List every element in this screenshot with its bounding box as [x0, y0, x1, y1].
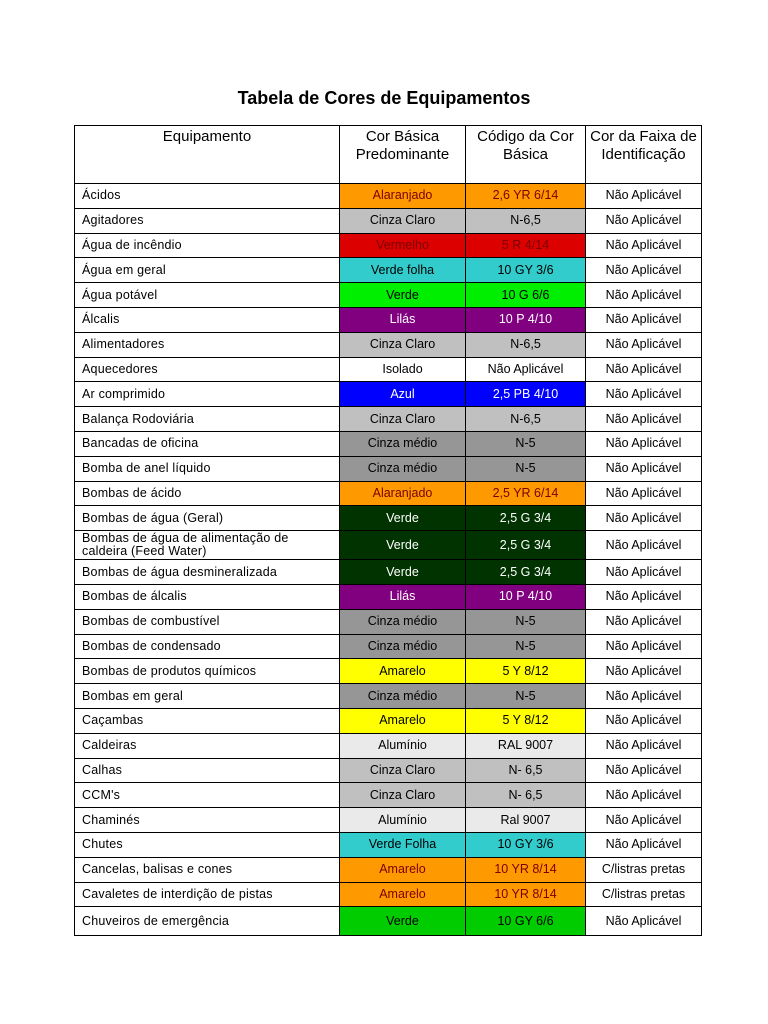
table-row: [75, 307, 702, 332]
stripe-color-cell: Não Aplicável: [586, 808, 702, 833]
equipment-name-cell: Bombas de água (Geral): [75, 506, 340, 531]
equipment-name-cell: Bombas de ácido: [75, 481, 340, 506]
equipment-name-cell: Bombas de água desmineralizada: [75, 560, 340, 585]
basic-color-cell: Verde: [340, 531, 466, 560]
basic-color-cell: Isolado: [340, 357, 466, 382]
table-row: [75, 733, 702, 758]
color-code-cell: 10 GY 3/6: [466, 258, 586, 283]
table-row: [75, 684, 702, 709]
basic-color-cell: Vermelho: [340, 233, 466, 258]
table-row: [75, 832, 702, 857]
table-row: [75, 357, 702, 382]
stripe-color-cell: Não Aplicável: [586, 382, 702, 407]
header-codigo-cor: Código da Cor Básica: [466, 126, 586, 184]
table-row: [75, 184, 702, 209]
stripe-color-cell: Não Aplicável: [586, 506, 702, 531]
color-code-cell: N-5: [466, 634, 586, 659]
basic-color-cell: Amarelo: [340, 857, 466, 882]
table-row: [75, 609, 702, 634]
color-code-cell: N-5: [466, 431, 586, 456]
equipment-name-cell: Agitadores: [75, 208, 340, 233]
stripe-color-cell: Não Aplicável: [586, 283, 702, 308]
table-row: [75, 456, 702, 481]
color-code-cell: 5 R 4/14: [466, 233, 586, 258]
stripe-color-cell: Não Aplicável: [586, 307, 702, 332]
color-code-cell: 10 P 4/10: [466, 307, 586, 332]
basic-color-cell: Amarelo: [340, 882, 466, 907]
equipment-name-cell: Bombas de álcalis: [75, 584, 340, 609]
basic-color-cell: Amarelo: [340, 659, 466, 684]
color-code-cell: RAL 9007: [466, 733, 586, 758]
stripe-color-cell: Não Aplicável: [586, 783, 702, 808]
equipment-name-cell: Caldeiras: [75, 733, 340, 758]
table-row: [75, 258, 702, 283]
color-code-cell: 2,5 PB 4/10: [466, 382, 586, 407]
color-code-cell: N- 6,5: [466, 758, 586, 783]
stripe-color-cell: Não Aplicável: [586, 832, 702, 857]
equipment-name-cell: Álcalis: [75, 307, 340, 332]
color-code-cell: 2,6 YR 6/14: [466, 184, 586, 209]
color-code-cell: 2,5 G 3/4: [466, 506, 586, 531]
basic-color-cell: Cinza médio: [340, 684, 466, 709]
color-code-cell: N-5: [466, 609, 586, 634]
stripe-color-cell: Não Aplicável: [586, 233, 702, 258]
basic-color-cell: Cinza médio: [340, 634, 466, 659]
equipment-name-cell: Calhas: [75, 758, 340, 783]
stripe-color-cell: Não Aplicável: [586, 431, 702, 456]
equipment-name-cell: Balança Rodoviária: [75, 407, 340, 432]
equipment-name-cell: Água de incêndio: [75, 233, 340, 258]
color-code-cell: 5 Y 8/12: [466, 708, 586, 733]
basic-color-cell: Verde folha: [340, 258, 466, 283]
color-code-cell: 2,5 G 3/4: [466, 531, 586, 560]
table-row: [75, 560, 702, 585]
basic-color-cell: Verde: [340, 283, 466, 308]
basic-color-cell: Lilás: [340, 584, 466, 609]
table-row: [75, 584, 702, 609]
table-row: [75, 783, 702, 808]
stripe-color-cell: Não Aplicável: [586, 684, 702, 709]
color-code-cell: 10 P 4/10: [466, 584, 586, 609]
basic-color-cell: Cinza Claro: [340, 783, 466, 808]
basic-color-cell: Alaranjado: [340, 481, 466, 506]
color-code-cell: Ral 9007: [466, 808, 586, 833]
stripe-color-cell: Não Aplicável: [586, 758, 702, 783]
basic-color-cell: Cinza Claro: [340, 332, 466, 357]
stripe-color-cell: Não Aplicável: [586, 584, 702, 609]
stripe-color-cell: Não Aplicável: [586, 407, 702, 432]
table-row: [75, 907, 702, 936]
color-code-cell: 2,5 G 3/4: [466, 560, 586, 585]
basic-color-cell: Verde: [340, 560, 466, 585]
equipment-name-cell: Bombas de combustível: [75, 609, 340, 634]
basic-color-cell: Alumínio: [340, 808, 466, 833]
basic-color-cell: Cinza médio: [340, 609, 466, 634]
equipment-name-cell: Bombas de água de alimentação de caldeira (Feed Water): [75, 531, 340, 560]
stripe-color-cell: Não Aplicável: [586, 258, 702, 283]
color-code-cell: 5 Y 8/12: [466, 659, 586, 684]
equipment-name-cell: Caçambas: [75, 708, 340, 733]
stripe-color-cell: Não Aplicável: [586, 560, 702, 585]
table-row: [75, 382, 702, 407]
equipment-name-cell: Ar comprimido: [75, 382, 340, 407]
equipment-name-cell: Cancelas, balisas e cones: [75, 857, 340, 882]
equipment-name-cell: Chutes: [75, 832, 340, 857]
equipment-name-cell: Bombas de produtos químicos: [75, 659, 340, 684]
basic-color-cell: Verde: [340, 506, 466, 531]
equipment-name-cell: Bancadas de oficina: [75, 431, 340, 456]
basic-color-cell: Cinza médio: [340, 456, 466, 481]
equipment-name-cell: Aquecedores: [75, 357, 340, 382]
stripe-color-cell: Não Aplicável: [586, 634, 702, 659]
basic-color-cell: Cinza médio: [340, 431, 466, 456]
color-code-cell: N-5: [466, 684, 586, 709]
equipment-name-cell: Ácidos: [75, 184, 340, 209]
stripe-color-cell: Não Aplicável: [586, 481, 702, 506]
stripe-color-cell: Não Aplicável: [586, 208, 702, 233]
stripe-color-cell: Não Aplicável: [586, 907, 702, 936]
table-row: [75, 481, 702, 506]
equipment-name-cell: Água potável: [75, 283, 340, 308]
basic-color-cell: Cinza Claro: [340, 208, 466, 233]
equipment-name-cell: Água em geral: [75, 258, 340, 283]
equipment-name-cell: Chuveiros de emergência: [75, 907, 340, 936]
table-row: [75, 283, 702, 308]
table-row: [75, 332, 702, 357]
stripe-color-cell: Não Aplicável: [586, 184, 702, 209]
stripe-color-cell: C/listras pretas: [586, 857, 702, 882]
color-code-cell: N-6,5: [466, 407, 586, 432]
table-row: [75, 808, 702, 833]
table-row: [75, 758, 702, 783]
equipment-name-cell: Bomba de anel líquido: [75, 456, 340, 481]
color-code-cell: Não Aplicável: [466, 357, 586, 382]
basic-color-cell: Verde: [340, 907, 466, 936]
equipment-name-cell: Chaminés: [75, 808, 340, 833]
equipment-name-cell: Bombas de condensado: [75, 634, 340, 659]
table-row: [75, 634, 702, 659]
color-code-cell: 10 GY 3/6: [466, 832, 586, 857]
header-cor-basica: Cor Básica Predominante: [340, 126, 466, 184]
stripe-color-cell: Não Aplicável: [586, 609, 702, 634]
basic-color-cell: Alumínio: [340, 733, 466, 758]
basic-color-cell: Azul: [340, 382, 466, 407]
color-code-cell: N-6,5: [466, 208, 586, 233]
equipment-color-table: [74, 125, 702, 936]
basic-color-cell: Cinza Claro: [340, 758, 466, 783]
basic-color-cell: Lilás: [340, 307, 466, 332]
table-row: [75, 659, 702, 684]
basic-color-cell: Alaranjado: [340, 184, 466, 209]
table-row: [75, 208, 702, 233]
table-row: [75, 857, 702, 882]
table-row: [75, 233, 702, 258]
stripe-color-cell: Não Aplicável: [586, 531, 702, 560]
table-row: [75, 506, 702, 531]
color-code-cell: N-6,5: [466, 332, 586, 357]
color-code-cell: 10 GY 6/6: [466, 907, 586, 936]
color-code-cell: N-5: [466, 456, 586, 481]
equipment-name-cell: Alimentadores: [75, 332, 340, 357]
table-row: [75, 882, 702, 907]
stripe-color-cell: Não Aplicável: [586, 456, 702, 481]
table-header-row: [75, 126, 702, 184]
header-cor-faixa: Cor da Faixa de Identificação: [586, 126, 702, 184]
stripe-color-cell: Não Aplicável: [586, 708, 702, 733]
page-title: Tabela de Cores de Equipamentos: [237, 88, 531, 108]
equipment-name-cell: Bombas em geral: [75, 684, 340, 709]
stripe-color-cell: Não Aplicável: [586, 733, 702, 758]
color-code-cell: N- 6,5: [466, 783, 586, 808]
color-code-cell: 10 G 6/6: [466, 283, 586, 308]
equipment-name-cell: CCM's: [75, 783, 340, 808]
table-row: [75, 431, 702, 456]
stripe-color-cell: Não Aplicável: [586, 332, 702, 357]
stripe-color-cell: Não Aplicável: [586, 659, 702, 684]
basic-color-cell: Verde Folha: [340, 832, 466, 857]
basic-color-cell: Amarelo: [340, 708, 466, 733]
stripe-color-cell: Não Aplicável: [586, 357, 702, 382]
header-equipamento: Equipamento: [75, 126, 340, 184]
table-row: [75, 407, 702, 432]
basic-color-cell: Cinza Claro: [340, 407, 466, 432]
color-code-cell: 10 YR 8/14: [466, 857, 586, 882]
table-row: [75, 708, 702, 733]
stripe-color-cell: C/listras pretas: [586, 882, 702, 907]
table-row: [75, 531, 702, 560]
equipment-name-cell: Cavaletes de interdição de pistas: [75, 882, 340, 907]
color-code-cell: 2,5 YR 6/14: [466, 481, 586, 506]
color-code-cell: 10 YR 8/14: [466, 882, 586, 907]
